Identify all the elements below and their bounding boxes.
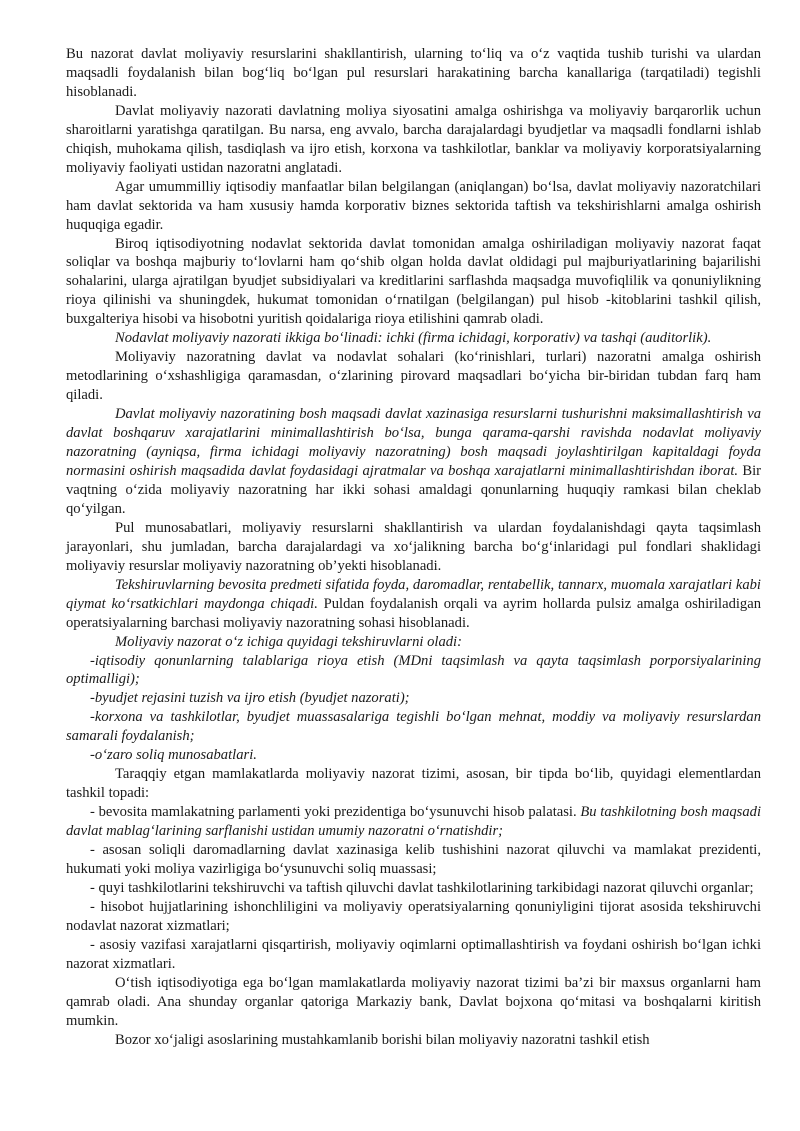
text-run: Agar umummilliy iqtisodiy manfaatlar bilan belgilangan (aniqlangan) bo‘lsa, davlat moliyaviy nazoratchilari ham davlat sektorida va ham xususiy hamda korporativ biznes sektorida taftish va tekshirishlarni amalga oshirish huquqiga egadir. [66,178,761,233]
body-paragraph [66,329,761,348]
list-item [66,898,761,936]
text-run: - quyi tashkilotlarini tekshiruvchi va taftish qiluvchi davlat tashkilotlarining tarkibidagi nazorat qiluvchi organlar; [90,879,754,896]
text-run: Puldan foydalanish orqali va ayrim hollarda pulsiz amalga oshiriladigan operatsiyalarning barchasi moliyaviy nazoratning sohasi hisoblanadi. [66,595,761,631]
body-paragraph [66,974,761,1031]
text-run: - hisobot hujjatlarining ishonchliligini va moliyaviy operatsiyalarning qonuniyligini tijorat asosida tekshiruvchi nodavlat nazorat xizmatlari; [66,898,761,934]
text-run: - asosiy vazifasi xarajatlarni qisqartirish, moliyaviy oqimlarni optimallashtirish va foydani oshirish bo‘lgan ichki nazorat xizmatlari. [66,936,761,972]
italic-text-run: -o‘zaro soliq munosabatlari. [90,747,257,764]
text-run: Taraqqiy etgan mamlakatlarda moliyaviy nazorat tizimi, asosan, bir tipda bo‘lib, quyidagi elementlardan tashkil topadi: [66,766,761,802]
italic-text-run: -iqtisodiy qonunlarning talablariga rioya etish (MDni taqsimlash va qayta taqsimlash porporsiyalarining optimalligi); [66,652,761,688]
list-item [66,746,761,765]
italic-text-run: Davlat moliyaviy nazoratining bosh maqsadi davlat xazinasiga resurslarni tushurishni maksimallashtirish va davlat boshqaruv xarajatlarini minimallashtirish bo‘lsa, bunga qarama-qarshi ravishda nodavlat moliyaviy nazoratning (ayniqsa, firma ichidagi moliyaviy nazoratning) bosh maqsadi joylashtirilgan kapitaldagi foyda normasini oshirish maqsadida davlat foydasidagi ajratmalar va boshqa xarajatlarni minimallashtirishdan iborat. [66,406,761,479]
body-paragraph [66,102,761,178]
body-paragraph [66,765,761,803]
body-paragraph [66,348,761,405]
text-run: Bu nazorat davlat moliyaviy resurslarini shakllantirish, ularning to‘liq va o‘z vaqtida tushib turishi va ulardan maqsadli foydalanish bilan bog‘liq bo‘lgan pul resurslari harakatining barcha kanallariga (tarqatiladi) tegishli hisoblanadi. [66,46,761,100]
text-run: Bozor xo‘jaligi asoslarining mustahkamlanib borishi bilan moliyaviy nazoratni tashkil etish [115,1031,650,1048]
text-run: - asosan soliqli daromadlarning davlat xazinasiga kelib tushishini nazorat qiluvchi va mamlakat prezidenti, hukumati yoki moliya vazirligiga bo‘ysunuvchi soliq muassasi; [66,842,761,877]
list-item [66,708,761,746]
list-item [66,689,761,708]
italic-text-run: Nodavlat moliyaviy nazorati ikkiga bo‘linadi: ichki (firma ichidagi, korporativ) va tashqi (auditorlik). [115,330,712,347]
body-paragraph [66,576,761,633]
body-paragraph [66,519,761,576]
list-item [66,879,761,898]
body-paragraph [66,178,761,235]
list-item [66,841,761,879]
text-run: O‘tish iqtisodiyotiga ega bo‘lgan mamlakatlarda moliyaviy nazorat tizimi ba’zi bir maxsus organlarni ham qamrab oladi. Ana shunday organlar qatoriga Markaziy bank, Davlat bojxona qo‘mitasi va boshqalarni kiritish mumkin. [66,974,761,1029]
body-paragraph [66,1031,761,1050]
italic-text-run: Tekshiruvlarning bevosita predmeti sifatida foyda, daromadlar, rentabellik, tannarx, muomala xarajatlari kabi qiymat ko‘rsatkichlari maydonga chiqadi. [66,576,761,612]
list-item [66,652,761,690]
text-run: - bevosita mamlakatning parlamenti yoki prezidentiga bo‘ysunuvchi hisob palatasi. [90,804,581,821]
list-item [66,936,761,974]
text-run: Pul munosabatlari, moliyaviy resurslarni shakllantirish va ulardan foydalanishdagi qayta taqsimlash jarayonlari, shu jumladan, barcha darajalardagi va xo‘jalikning barcha bo‘g‘inlaridagi pul fondlari shaklidagi moliyaviy resurslar moliyaviy nazoratning ob’yekti hisoblanadi. [66,519,761,574]
body-paragraph [66,405,761,519]
text-run: Biroq iqtisodiyotning nodavlat sektorida davlat tomonidan amalga oshiriladigan moliyaviy nazorat faqat soliqlar va boshqa majburiy to‘lovlarni ham qo‘shib olgan holda davlat oldidagi pul majburiyatlarining bajarilishi sohalarini, ularga ajratilgan byudjet subsidiyalari va kreditlarini sarflashda maqsadga muvofiqlilik va qonuniylikning rioya qilinishi va shuningdek, hukumat tomonidan o‘rnatilgan (belgilangan) pul hisob -kitoblarini tashkil qilish, buxgalteriya hisobi va hisobotni yuritish qoidalariga rioya etilishini qamrab oladi. [66,235,761,328]
body-paragraph [66,235,761,330]
italic-text-run: Bu tashkilotning bosh maqsadi davlat mablag‘larining sarflanishi ustidan umumiy nazoratni o‘rnatishdir; [66,804,761,840]
italic-text-run: -korxona va tashkilotlar, byudjet muassasalariga tegishli bo‘lgan mehnat, moddiy va moliyaviy resurslardan samarali foydalanish; [66,709,761,745]
italic-text-run: -byudjet rejasini tuzish va ijro etish (byudjet nazorati); [90,690,410,707]
body-paragraph [66,633,761,652]
list-item [66,803,761,841]
text-run: Davlat moliyaviy nazorati davlatning moliya siyosatini amalga oshirishga va moliyaviy barqarorlik uchun sharoitlarni yaratishga qaratilgan. Bu narsa, eng avvalo, barcha darajalardagi byudjetlar va maqsadli fondlarni ishlab chiqish, muhokama qilish, tasdiqlash va ijro etish, korxona va tashkilotlar, banklar va moliyaviy korporatsiyalarning moliyaviy faoliyati ustidan nazoratni anglatadi. [66,102,761,176]
italic-text-run: Moliyaviy nazorat o‘z ichiga quyidagi tekshiruvlarni oladi: [115,633,462,650]
text-run: Bir vaqtning o‘zida moliyaviy nazoratning har ikki sohasi amaldagi qonunlarning huquqiy ramkasi bilan cheklab qo‘yilgan. [66,462,762,517]
body-paragraph [66,45,761,102]
text-run: Moliyaviy nazoratning davlat va nodavlat sohalari (ko‘rinishlari, turlari) nazoratni amalga oshirish metodlarining o‘xshashligiga qaramasdan, o‘zlarining pirovard maqsadlari bo‘yicha bir-biridan tubdan farq ham qiladi. [66,349,761,404]
